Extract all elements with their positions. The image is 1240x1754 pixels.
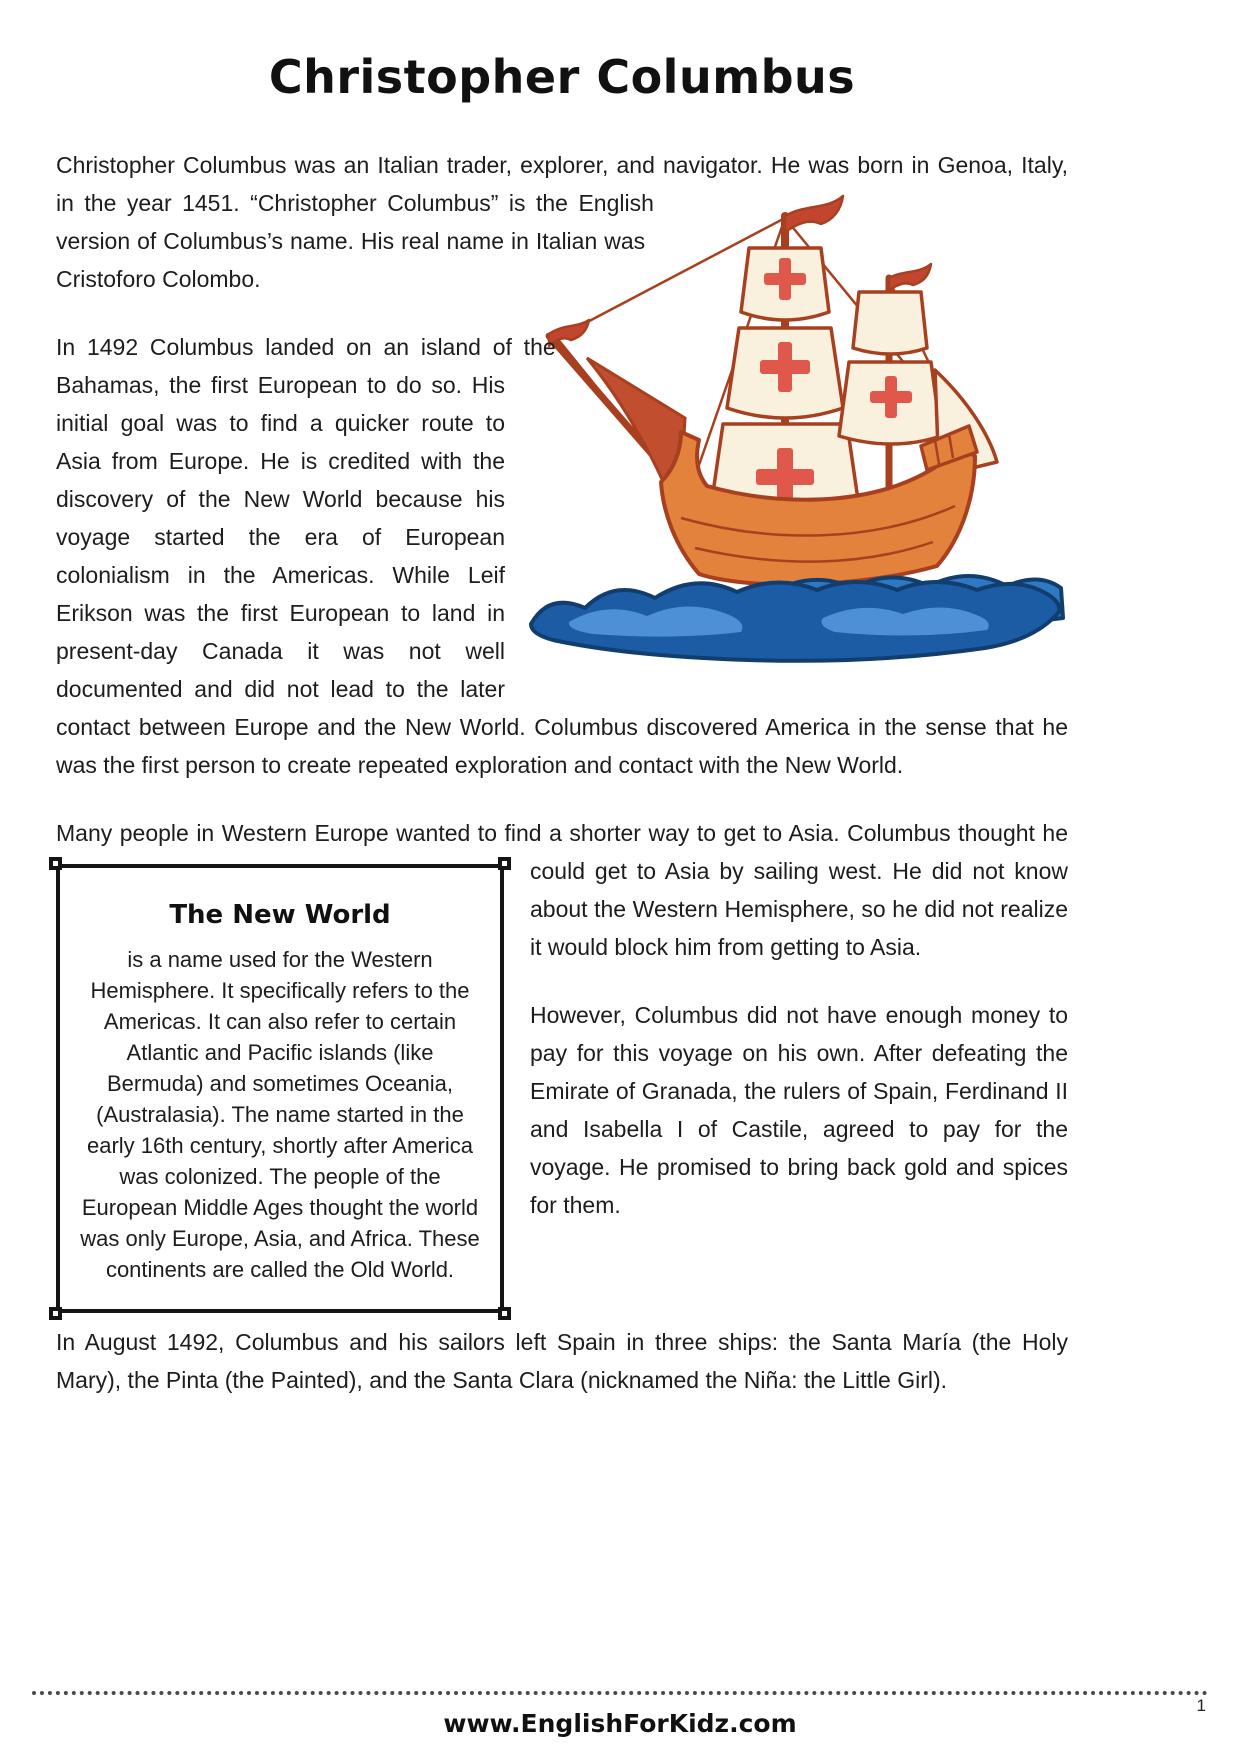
paragraph-intro [56, 146, 1068, 298]
ship-illustration-float [523, 188, 1068, 673]
paragraph-funding: However, Columbus did not have enough money to pay for this voyage on his own. After defeating the Emirate of Granada, the rulers of Spain, Ferdinand II and Isabella I of Castile, agreed to pay for the voyage. He promised to bring back gold and spices for them. [530, 1002, 1068, 1218]
waves [531, 576, 1063, 661]
footer-dotted-line [32, 1691, 1208, 1695]
box-corner-ornament [498, 1307, 511, 1320]
page-number: 1 [1196, 1696, 1206, 1715]
website-url: www.EnglishForKidz.com [443, 1709, 797, 1738]
page-title: Christopher Columbus [268, 50, 856, 104]
paragraph-asia-text-b: Columbus thought he could get to Asia by sailing west. He did not know about the Western Hemisphere, so he did not realize it would block him from getting to Asia. [530, 820, 1069, 960]
paragraph-intro-text-a: Christopher Columbus was an Italian trader, explorer, and navigator. He was born in [56, 152, 930, 178]
info-box-title: The New World [169, 900, 391, 930]
mizzen-topsail [853, 292, 927, 354]
mainmast-pennant [785, 196, 843, 232]
box-corner-ornament [49, 1307, 62, 1320]
page-footer [32, 1691, 1208, 1738]
paragraph-intro-text-b: Genoa, Italy, in the year 1451. “Christopher Columbus” is the English version of Columbus’s name. His real name in Italian was Cristoforo Colombo. [56, 152, 1069, 292]
new-world-info-box [56, 864, 504, 1313]
paragraph-asia-text-a: Many people in Western Europe wanted to find a shorter way to get to Asia. [56, 820, 840, 846]
info-box-body: is a name used for the Western Hemisphere. It specifically refers to the Americas. It can also refer to certain Atlantic and Pacific islands (like Bermuda) and sometimes Oceania, (Australasia). The name started in the early 16th century, shortly after America was colonized. The people of the European Middle Ages thought the world was only Europe, Asia, and Africa. These continents are called the Old World. [80, 947, 480, 1282]
paragraph-1492: In 1492 Columbus landed on an island of the Bahamas, the first European to do so. His initial goal was to find a quicker route to Asia from Europe. He is credited with the discovery of the New World because his voyage started the era of European colonialism in the Americas. While Leif Erikson was the first European to land in present-day Canada it was not well documented and did not lead to the later contact between Europe and the New World. Columbus discovered America in the sense that he was the first person to create repeated exploration and contact with the New World. [56, 334, 1068, 778]
box-corner-ornament [49, 857, 62, 870]
columbus-ship-illustration [523, 188, 1068, 673]
box-corner-ornament [498, 857, 511, 870]
mizzen-pennant [889, 264, 931, 290]
paragraph-three-ships: In August 1492, Columbus and his sailors left Spain in three ships: the Santa María (the Holy Mary), the Pinta (the Painted), and the Santa Clara (nicknamed the Niña: the Little Girl). [56, 1329, 1068, 1393]
